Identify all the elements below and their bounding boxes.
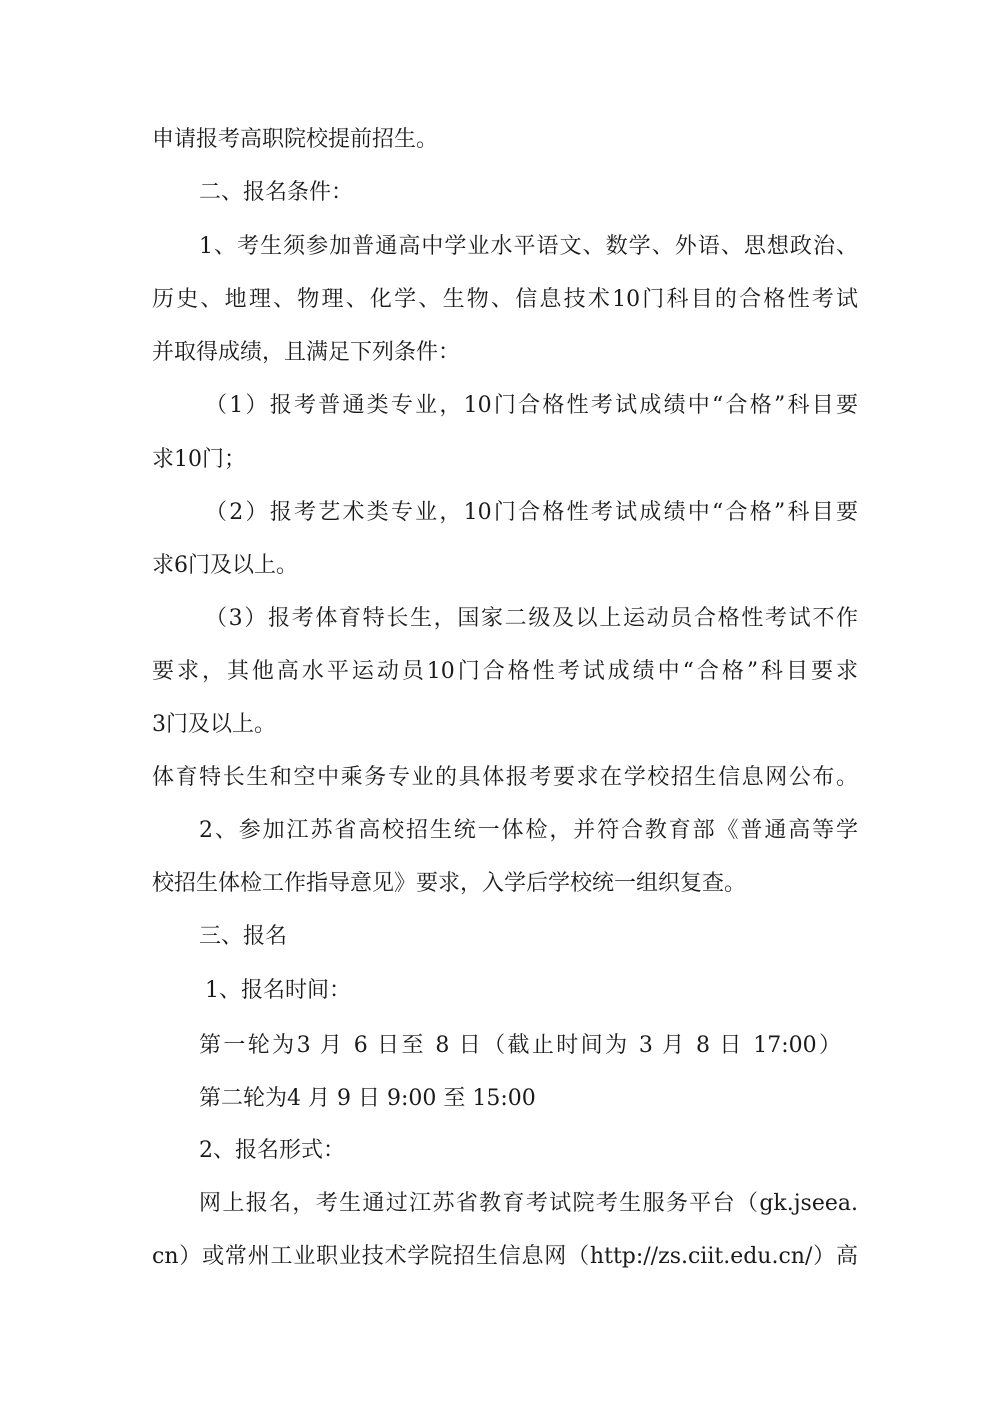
section-heading: 三、报名 <box>199 924 288 949</box>
paragraph-line: cn）或常州工业职业技术学院招生信息网（http://zs.ciit.edu.cn/）高 <box>152 1244 858 1269</box>
paragraph-line: 校招生体检工作指导意见》要求，入学后学校统一组织复查。 <box>152 871 747 896</box>
paragraph-line: 体育特长生和空中乘务专业的具体报考要求在学校招生信息网公布。 <box>152 765 858 790</box>
paragraph-line: 并取得成绩，且满足下列条件： <box>152 340 461 365</box>
paragraph-line: 3门及以上。 <box>152 712 276 737</box>
paragraph-line: 第一轮为3 月 6 日至 8 日（截止时间为 3 月 8 日 17:00） <box>199 1033 841 1058</box>
paragraph-line: （3）报考体育特长生，国家二级及以上运动员合格性考试不作 <box>205 606 858 631</box>
paragraph-line: 要求，其他高水平运动员10门合格性考试成绩中“合格”科目要求 <box>152 659 858 684</box>
subheading: 1、报名时间： <box>205 978 351 1003</box>
paragraph-line: （2）报考艺术类专业，10门合格性考试成绩中“合格”科目要 <box>205 500 858 525</box>
paragraph-line: 网上报名，考生通过江苏省教育考试院考生服务平台（gk.jseea. <box>199 1191 858 1216</box>
paragraph-line: 求6门及以上。 <box>152 553 298 578</box>
section-heading: 二、报名条件： <box>199 180 354 205</box>
paragraph-line: 申请报考高职院校提前招生。 <box>152 127 439 152</box>
paragraph-line: 历史、地理、物理、化学、生物、信息技术10门科目的合格性考试 <box>152 287 858 312</box>
paragraph-line: 第二轮为4 月 9 日 9:00 至 15:00 <box>199 1086 536 1111</box>
paragraph-line: （1）报考普通类专业，10门合格性考试成绩中“合格”科目要 <box>205 393 858 418</box>
subheading: 2、报名形式： <box>199 1138 345 1163</box>
paragraph-line: 求10门； <box>152 447 246 472</box>
paragraph-line: 2、参加江苏省高校招生统一体检，并符合教育部《普通高等学 <box>199 818 858 843</box>
paragraph-line: 1、考生须参加普通高中学业水平语文、数学、外语、思想政治、 <box>199 234 858 259</box>
